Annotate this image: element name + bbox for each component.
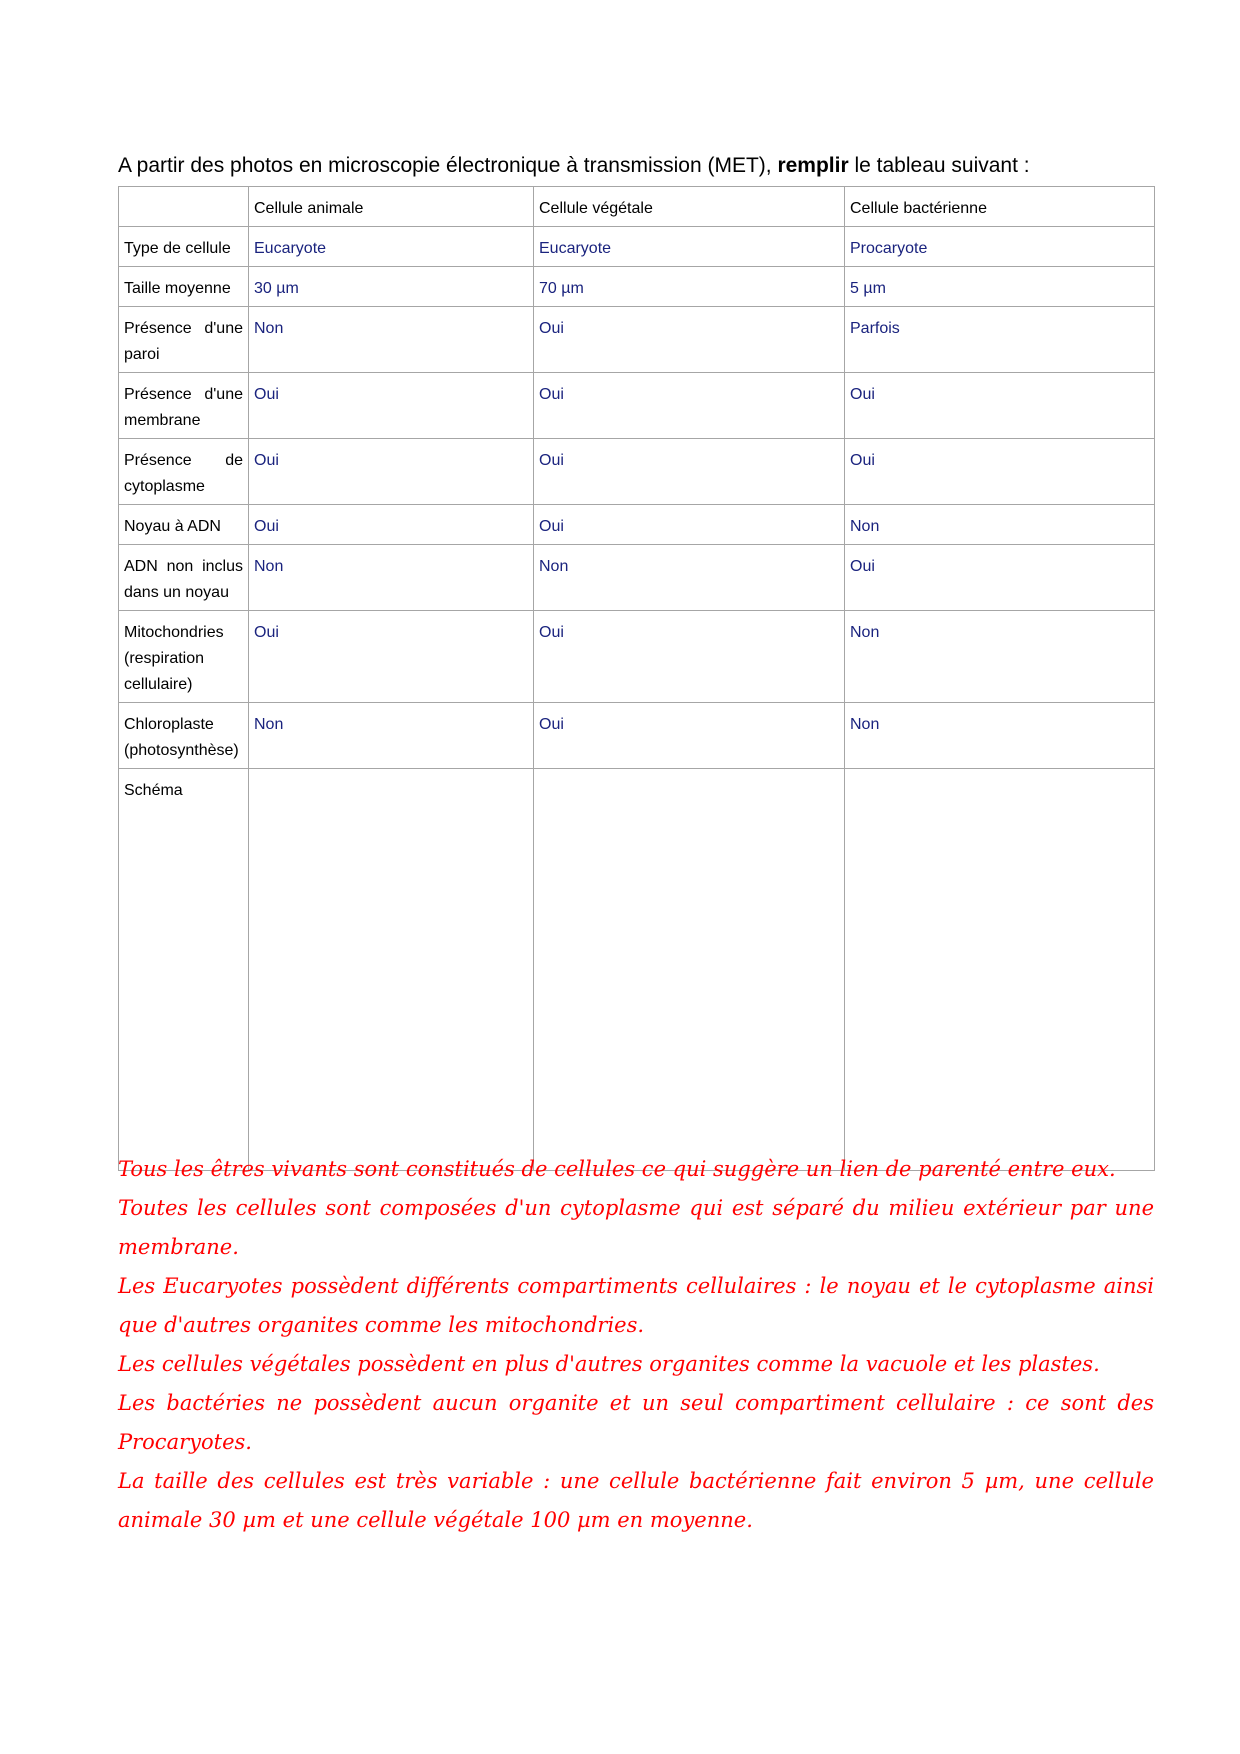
table-row (119, 505, 1155, 545)
row-label: Présence de cytoplasme (119, 439, 249, 505)
table-cell: 70 µm (534, 267, 845, 307)
instruction-text-end: le tableau suivant : (848, 154, 1030, 177)
table-cell: Oui (534, 703, 845, 769)
instruction-keyword: remplir (777, 154, 849, 177)
table-cell: Oui (534, 505, 845, 545)
row-label: ADN non inclus dans un noyau (119, 545, 249, 611)
table-cell: Non (845, 505, 1155, 545)
column-header-bacteria: Cellule bactérienne (845, 187, 1155, 227)
table-cell: Oui (845, 545, 1155, 611)
table-row (119, 703, 1155, 769)
table-row (119, 611, 1155, 703)
table-cell: Oui (534, 439, 845, 505)
column-header-plant: Cellule végétale (534, 187, 845, 227)
instruction (118, 152, 1158, 180)
table-cell: Procaryote (845, 227, 1155, 267)
table-cell: Non (249, 545, 534, 611)
schema-cell (534, 769, 845, 1171)
table-cell: Parfois (845, 307, 1155, 373)
table-row (119, 267, 1155, 307)
row-label: Chloroplaste (photosynthèse) (119, 703, 249, 769)
table-header-row (119, 187, 1155, 227)
table-cell: Oui (534, 307, 845, 373)
instruction-text: A partir des photos en microscopie électronique à transmission (MET), (118, 154, 778, 177)
table-cell: Oui (845, 439, 1155, 505)
table-cell: Oui (249, 439, 534, 505)
table-corner-cell (119, 187, 249, 227)
table-cell: Oui (845, 373, 1155, 439)
table-cell: Oui (249, 611, 534, 703)
table-row (119, 373, 1155, 439)
table-cell: 5 µm (845, 267, 1155, 307)
table-row (119, 307, 1155, 373)
table-cell: Non (534, 545, 845, 611)
schema-cell (845, 769, 1155, 1171)
table-cell: Eucaryote (534, 227, 845, 267)
row-label: Noyau à ADN (119, 505, 249, 545)
note-line: La taille des cellules est très variable : une cellule bactérienne fait environ 5 µm, une cellule animale 30 µm et une cellule végétale 100 µm en moyenne. (118, 1469, 1154, 1532)
table-cell: 30 µm (249, 267, 534, 307)
table-cell: Oui (249, 505, 534, 545)
column-header-animal: Cellule animale (249, 187, 534, 227)
table-cell: Non (845, 703, 1155, 769)
row-label: Mitochondries (respiration cellulaire) (119, 611, 249, 703)
table-cell: Non (249, 307, 534, 373)
table-row (119, 439, 1155, 505)
table-cell: Oui (249, 373, 534, 439)
table-cell: Non (249, 703, 534, 769)
row-label: Présence d'une membrane (119, 373, 249, 439)
row-label: Schéma (119, 769, 249, 1171)
note-line: Les Eucaryotes possèdent différents compartiments cellulaires : le noyau et le cytoplasme ainsi que d'autres organites comme les mitochondries. (118, 1274, 1154, 1337)
table-row (119, 227, 1155, 267)
table-row (119, 545, 1155, 611)
row-label: Type de cellule (119, 227, 249, 267)
handwritten-notes (118, 1150, 1154, 1540)
table-cell: Oui (534, 373, 845, 439)
row-label: Présence d'une paroi (119, 307, 249, 373)
row-label: Taille moyenne (119, 267, 249, 307)
table-cell: Oui (534, 611, 845, 703)
table-cell: Non (845, 611, 1155, 703)
schema-cell (249, 769, 534, 1171)
note-line: Toutes les cellules sont composées d'un cytoplasme qui est séparé du milieu extérieur par une membrane. (118, 1196, 1154, 1259)
table-cell: Eucaryote (249, 227, 534, 267)
cell-comparison-table (118, 186, 1155, 1171)
note-line: Les cellules végétales possèdent en plus d'autres organites comme la vacuole et les plastes. (118, 1352, 1100, 1376)
table-row-schema (119, 769, 1155, 1171)
note-line: Les bactéries ne possèdent aucun organite et un seul compartiment cellulaire : ce sont des Procaryotes. (118, 1391, 1154, 1454)
note-line: Tous les êtres vivants sont constitués de cellules ce qui suggère un lien de parenté entre eux. (118, 1157, 1116, 1181)
